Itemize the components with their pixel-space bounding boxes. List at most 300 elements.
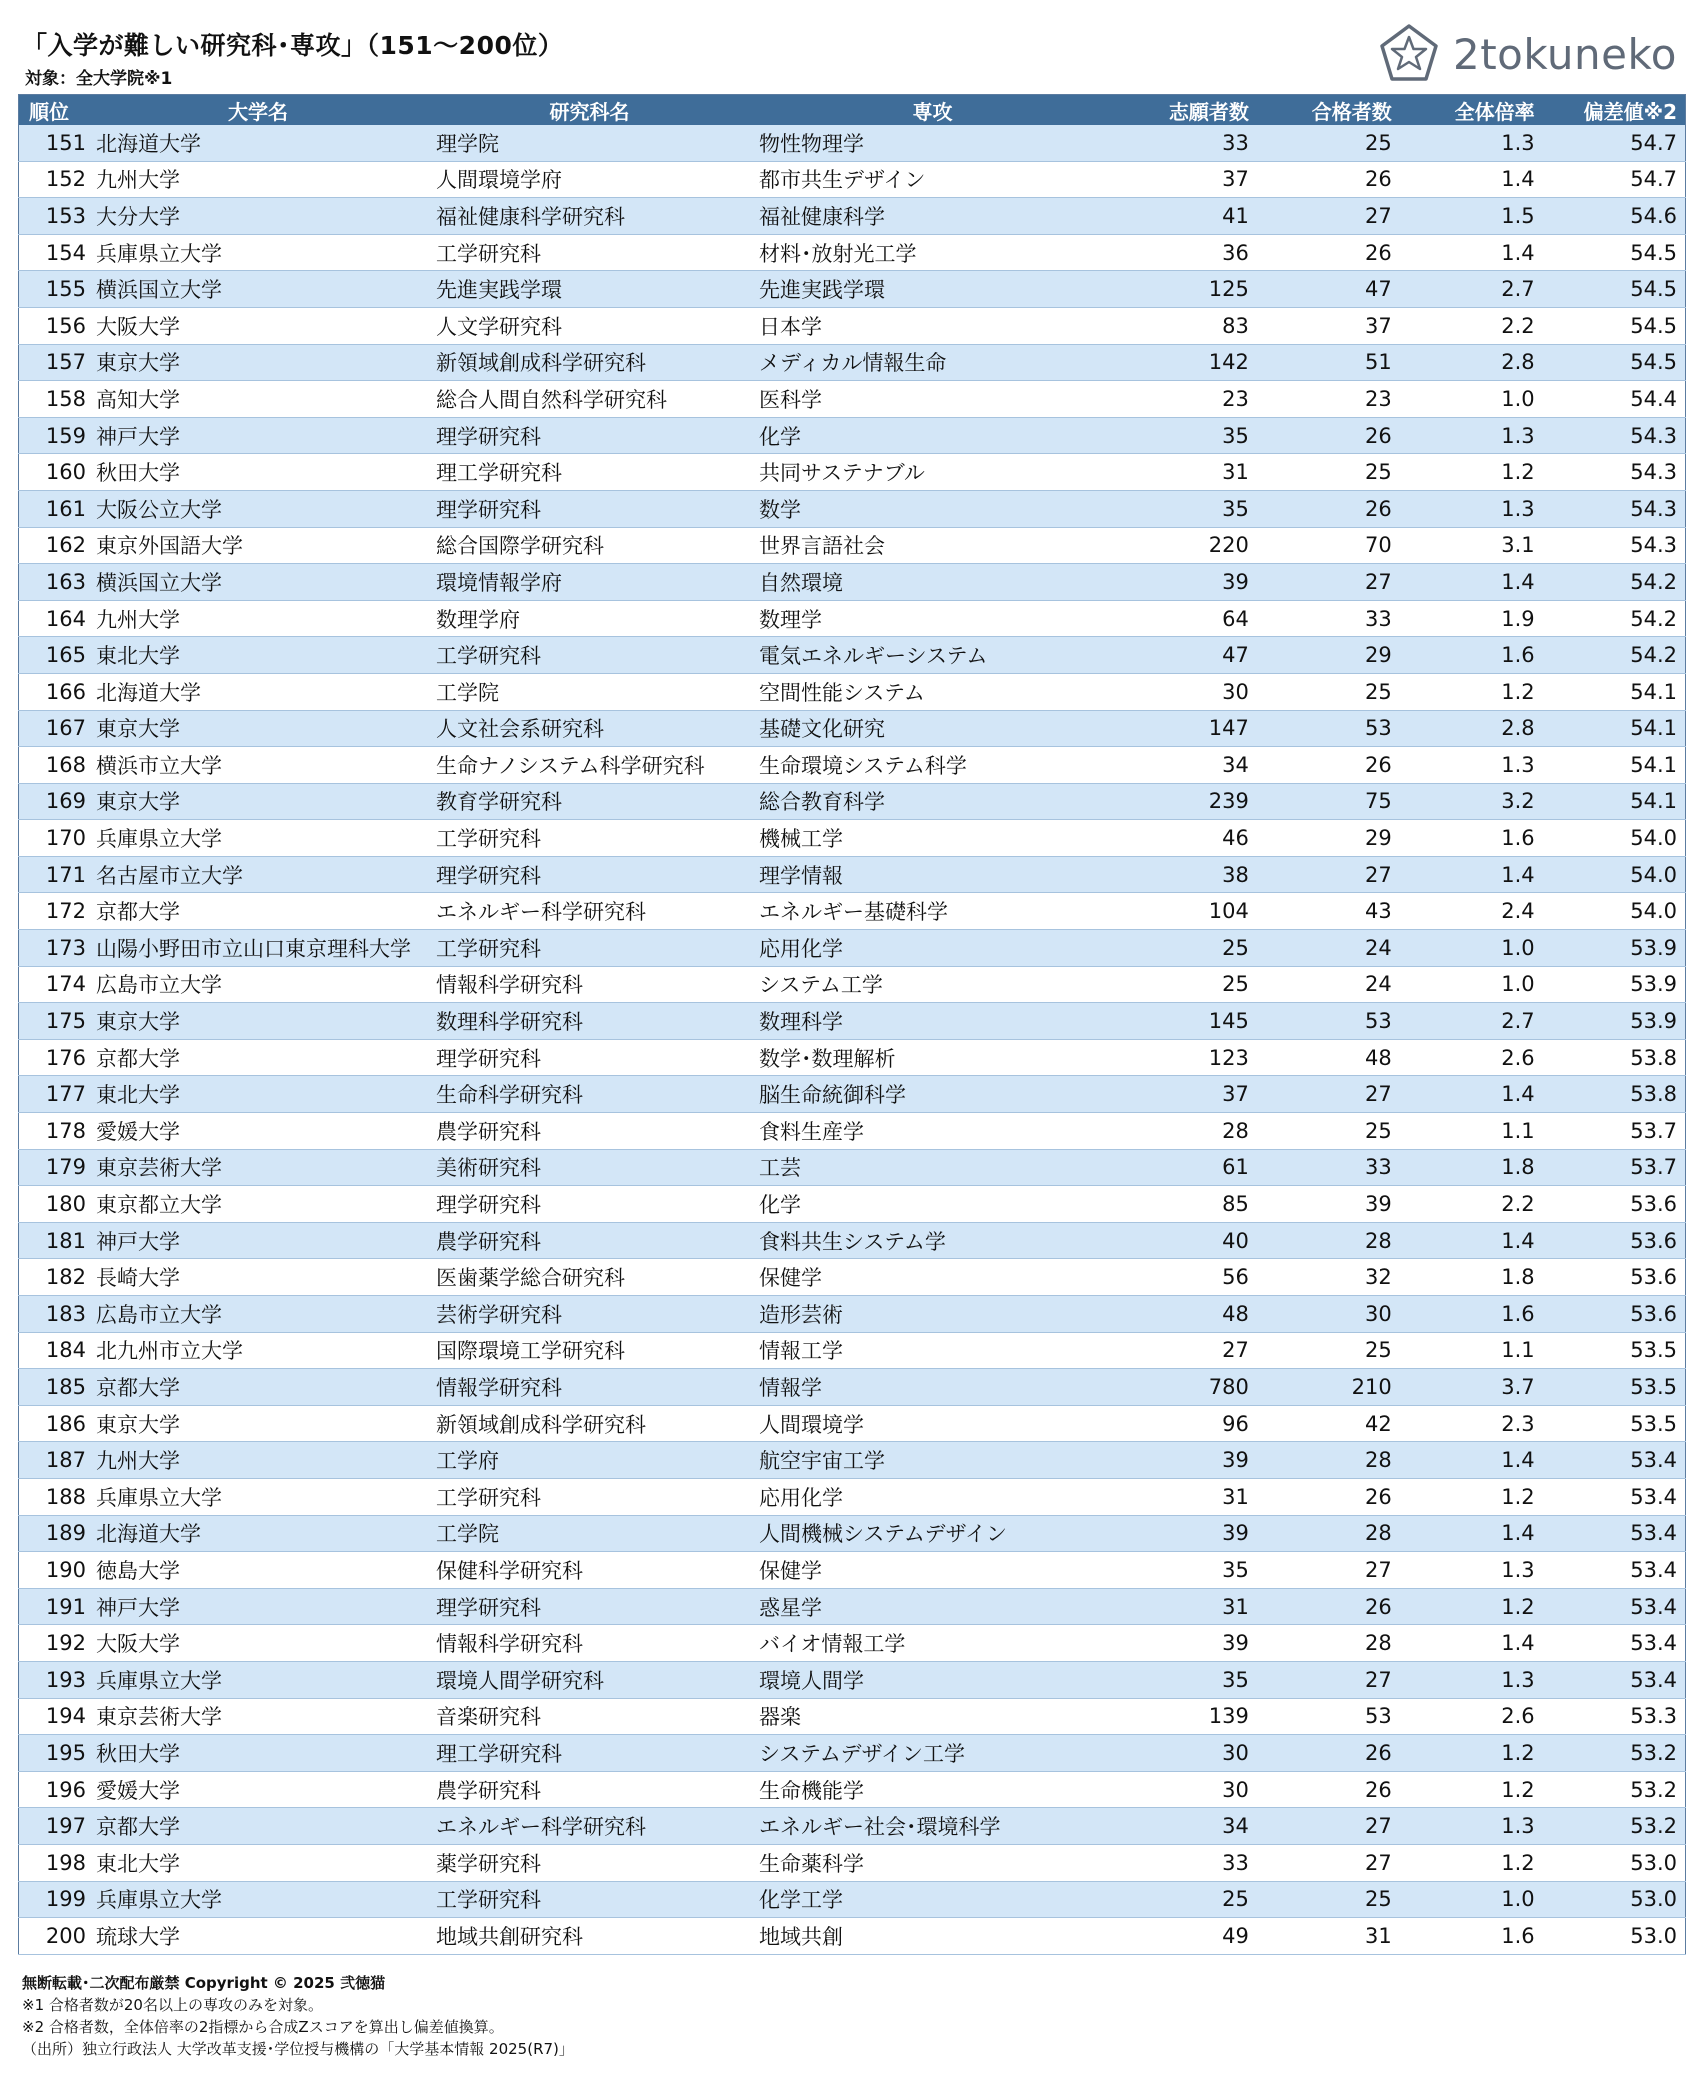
- cell-rank: 192: [19, 1625, 91, 1662]
- cell-applicants: 38: [1114, 856, 1257, 893]
- cell-graduate-school: 情報科学研究科: [428, 1625, 751, 1662]
- cell-accepted: 27: [1257, 1552, 1400, 1589]
- cell-accepted: 37: [1257, 307, 1400, 344]
- star-pentagon-icon: [1377, 22, 1441, 86]
- table-row: [19, 637, 1686, 674]
- cell-university: 琉球大学: [90, 1918, 428, 1955]
- cell-accepted: 26: [1257, 1588, 1400, 1625]
- table-row: [19, 161, 1686, 198]
- cell-major: 化学工学: [751, 1881, 1114, 1918]
- cell-university: 九州大学: [90, 1442, 428, 1479]
- cell-major: 人間機械システムデザイン: [751, 1515, 1114, 1552]
- cell-university: 東京大学: [90, 344, 428, 381]
- cell-major: バイオ情報工学: [751, 1625, 1114, 1662]
- cell-graduate-school: 新領域創成科学研究科: [428, 1405, 751, 1442]
- cell-university: 兵庫県立大学: [90, 1661, 428, 1698]
- cell-deviation: 54.2: [1543, 600, 1686, 637]
- cell-graduate-school: 薬学研究科: [428, 1844, 751, 1881]
- cell-graduate-school: 美術研究科: [428, 1149, 751, 1186]
- cell-accepted: 28: [1257, 1442, 1400, 1479]
- brand-logo: [1377, 18, 1677, 90]
- cell-applicants: 31: [1114, 1478, 1257, 1515]
- table-row: [19, 344, 1686, 381]
- cell-ratio: 1.0: [1400, 381, 1543, 418]
- cell-accepted: 27: [1257, 1808, 1400, 1845]
- cell-deviation: 54.0: [1543, 856, 1686, 893]
- cell-graduate-school: 情報科学研究科: [428, 966, 751, 1003]
- cell-university: 山陽小野田市立山口東京理科大学: [90, 930, 428, 967]
- cell-major: メディカル情報生命: [751, 344, 1114, 381]
- table-row: [19, 1113, 1686, 1150]
- cell-accepted: 29: [1257, 637, 1400, 674]
- cell-accepted: 25: [1257, 125, 1400, 161]
- cell-rank: 180: [19, 1186, 91, 1223]
- cell-graduate-school: 環境情報学府: [428, 564, 751, 601]
- cell-major: 空間性能システム: [751, 673, 1114, 710]
- cell-university: 東京芸術大学: [90, 1698, 428, 1735]
- cell-university: 北海道大学: [90, 1515, 428, 1552]
- cell-rank: 179: [19, 1149, 91, 1186]
- cell-university: 東京外国語大学: [90, 527, 428, 564]
- cell-applicants: 36: [1114, 234, 1257, 271]
- cell-university: 兵庫県立大学: [90, 234, 428, 271]
- cell-ratio: 1.9: [1400, 600, 1543, 637]
- table-row: [19, 234, 1686, 271]
- cell-rank: 181: [19, 1222, 91, 1259]
- cell-university: 東京芸術大学: [90, 1149, 428, 1186]
- cell-graduate-school: 理学研究科: [428, 1039, 751, 1076]
- cell-accepted: 51: [1257, 344, 1400, 381]
- cell-ratio: 2.8: [1400, 710, 1543, 747]
- cell-university: 東京大学: [90, 710, 428, 747]
- cell-accepted: 25: [1257, 454, 1400, 491]
- cell-university: 東北大学: [90, 1076, 428, 1113]
- cell-accepted: 25: [1257, 673, 1400, 710]
- cell-university: 北海道大学: [90, 125, 428, 161]
- cell-graduate-school: 農学研究科: [428, 1113, 751, 1150]
- table-row: [19, 673, 1686, 710]
- cell-rank: 152: [19, 161, 91, 198]
- cell-major: 物性物理学: [751, 125, 1114, 161]
- cell-deviation: 54.6: [1543, 198, 1686, 235]
- cell-graduate-school: 工学研究科: [428, 1478, 751, 1515]
- cell-major: 工芸: [751, 1149, 1114, 1186]
- cell-rank: 194: [19, 1698, 91, 1735]
- cell-deviation: 53.6: [1543, 1296, 1686, 1333]
- table-row: [19, 1332, 1686, 1369]
- cell-deviation: 54.0: [1543, 893, 1686, 930]
- table-row: [19, 1808, 1686, 1845]
- cell-rank: 200: [19, 1918, 91, 1955]
- cell-ratio: 2.2: [1400, 307, 1543, 344]
- cell-major: 機械工学: [751, 820, 1114, 857]
- cell-university: 広島市立大学: [90, 1296, 428, 1333]
- cell-accepted: 26: [1257, 417, 1400, 454]
- cell-accepted: 210: [1257, 1369, 1400, 1406]
- cell-rank: 156: [19, 307, 91, 344]
- cell-applicants: 61: [1114, 1149, 1257, 1186]
- cell-applicants: 48: [1114, 1296, 1257, 1333]
- cell-university: 神戸大学: [90, 1222, 428, 1259]
- cell-deviation: 54.4: [1543, 381, 1686, 418]
- cell-deviation: 53.8: [1543, 1076, 1686, 1113]
- cell-rank: 183: [19, 1296, 91, 1333]
- cell-rank: 168: [19, 747, 91, 784]
- cell-major: 医科学: [751, 381, 1114, 418]
- cell-major: 数学･数理解析: [751, 1039, 1114, 1076]
- cell-rank: 157: [19, 344, 91, 381]
- cell-applicants: 35: [1114, 1552, 1257, 1589]
- cell-ratio: 1.4: [1400, 1222, 1543, 1259]
- cell-accepted: 31: [1257, 1918, 1400, 1955]
- table-row: [19, 893, 1686, 930]
- cell-ratio: 1.6: [1400, 820, 1543, 857]
- table-row: [19, 966, 1686, 1003]
- cell-accepted: 27: [1257, 198, 1400, 235]
- cell-deviation: 53.4: [1543, 1625, 1686, 1662]
- cell-major: 航空宇宙工学: [751, 1442, 1114, 1479]
- cell-major: 数学: [751, 490, 1114, 527]
- cell-ratio: 2.2: [1400, 1186, 1543, 1223]
- cell-university: 横浜国立大学: [90, 271, 428, 308]
- cell-applicants: 47: [1114, 637, 1257, 674]
- table-body: [19, 125, 1686, 1954]
- cell-graduate-school: 人間環境学府: [428, 161, 751, 198]
- cell-deviation: 53.5: [1543, 1369, 1686, 1406]
- cell-major: 環境人間学: [751, 1661, 1114, 1698]
- cell-major: 生命機能学: [751, 1771, 1114, 1808]
- cell-graduate-school: 地域共創研究科: [428, 1918, 751, 1955]
- cell-graduate-school: 工学研究科: [428, 820, 751, 857]
- cell-deviation: 53.6: [1543, 1259, 1686, 1296]
- cell-applicants: 35: [1114, 490, 1257, 527]
- cell-rank: 160: [19, 454, 91, 491]
- cell-university: 高知大学: [90, 381, 428, 418]
- table-row: [19, 564, 1686, 601]
- cell-university: 神戸大学: [90, 417, 428, 454]
- cell-graduate-school: 工学府: [428, 1442, 751, 1479]
- cell-accepted: 27: [1257, 564, 1400, 601]
- table-row: [19, 1369, 1686, 1406]
- cell-rank: 196: [19, 1771, 91, 1808]
- cell-applicants: 145: [1114, 1003, 1257, 1040]
- table-row: [19, 1186, 1686, 1223]
- cell-major: 数理科学: [751, 1003, 1114, 1040]
- footer: [22, 1972, 574, 2060]
- cell-rank: 195: [19, 1735, 91, 1772]
- brand-name: 2tokuneko: [1452, 29, 1677, 79]
- cell-applicants: 40: [1114, 1222, 1257, 1259]
- cell-deviation: 54.1: [1543, 783, 1686, 820]
- cell-accepted: 27: [1257, 1844, 1400, 1881]
- cell-rank: 189: [19, 1515, 91, 1552]
- cell-graduate-school: 工学院: [428, 673, 751, 710]
- cell-deviation: 53.4: [1543, 1588, 1686, 1625]
- table-row: [19, 125, 1686, 161]
- cell-university: 京都大学: [90, 1369, 428, 1406]
- cell-deviation: 54.7: [1543, 161, 1686, 198]
- cell-graduate-school: 総合人間自然科学研究科: [428, 381, 751, 418]
- cell-graduate-school: 総合国際学研究科: [428, 527, 751, 564]
- cell-graduate-school: 人文学研究科: [428, 307, 751, 344]
- table-row: [19, 307, 1686, 344]
- cell-university: 広島市立大学: [90, 966, 428, 1003]
- cell-accepted: 26: [1257, 161, 1400, 198]
- table-row: [19, 1844, 1686, 1881]
- cell-major: 脳生命統御科学: [751, 1076, 1114, 1113]
- cell-deviation: 54.3: [1543, 527, 1686, 564]
- cell-deviation: 53.5: [1543, 1332, 1686, 1369]
- table-row: [19, 1222, 1686, 1259]
- cell-deviation: 54.2: [1543, 637, 1686, 674]
- cell-deviation: 53.4: [1543, 1515, 1686, 1552]
- cell-applicants: 33: [1114, 125, 1257, 161]
- cell-deviation: 53.4: [1543, 1552, 1686, 1589]
- cell-ratio: 1.1: [1400, 1332, 1543, 1369]
- cell-ratio: 3.1: [1400, 527, 1543, 564]
- cell-applicants: 30: [1114, 673, 1257, 710]
- cell-accepted: 27: [1257, 1661, 1400, 1698]
- cell-university: 東北大学: [90, 1844, 428, 1881]
- cell-rank: 172: [19, 893, 91, 930]
- table-row: [19, 1771, 1686, 1808]
- table-row: [19, 783, 1686, 820]
- cell-graduate-school: 福祉健康科学研究科: [428, 198, 751, 235]
- cell-deviation: 53.0: [1543, 1918, 1686, 1955]
- cell-university: 東京大学: [90, 1003, 428, 1040]
- cell-deviation: 54.3: [1543, 490, 1686, 527]
- cell-applicants: 220: [1114, 527, 1257, 564]
- page-subtitle: 対象：全大学院※1: [25, 69, 173, 89]
- cell-ratio: 1.2: [1400, 1478, 1543, 1515]
- cell-accepted: 23: [1257, 381, 1400, 418]
- table-row: [19, 1405, 1686, 1442]
- cell-applicants: 39: [1114, 1625, 1257, 1662]
- cell-ratio: 2.4: [1400, 893, 1543, 930]
- table-row: [19, 490, 1686, 527]
- cell-ratio: 1.4: [1400, 856, 1543, 893]
- cell-graduate-school: 音楽研究科: [428, 1698, 751, 1735]
- cell-accepted: 26: [1257, 1771, 1400, 1808]
- cell-ratio: 1.4: [1400, 161, 1543, 198]
- cell-rank: 187: [19, 1442, 91, 1479]
- cell-applicants: 85: [1114, 1186, 1257, 1223]
- cell-rank: 197: [19, 1808, 91, 1845]
- cell-accepted: 25: [1257, 1332, 1400, 1369]
- cell-applicants: 31: [1114, 454, 1257, 491]
- cell-accepted: 26: [1257, 490, 1400, 527]
- cell-major: 生命環境システム科学: [751, 747, 1114, 784]
- cell-rank: 170: [19, 820, 91, 857]
- cell-deviation: 53.9: [1543, 966, 1686, 1003]
- table-row: [19, 710, 1686, 747]
- cell-graduate-school: 理学研究科: [428, 490, 751, 527]
- cell-rank: 177: [19, 1076, 91, 1113]
- cell-rank: 178: [19, 1113, 91, 1150]
- cell-ratio: 1.3: [1400, 1661, 1543, 1698]
- cell-rank: 185: [19, 1369, 91, 1406]
- cell-applicants: 39: [1114, 1442, 1257, 1479]
- cell-university: 大阪大学: [90, 1625, 428, 1662]
- cell-deviation: 53.0: [1543, 1844, 1686, 1881]
- cell-applicants: 27: [1114, 1332, 1257, 1369]
- cell-applicants: 49: [1114, 1918, 1257, 1955]
- cell-ratio: 1.4: [1400, 1625, 1543, 1662]
- cell-applicants: 147: [1114, 710, 1257, 747]
- cell-accepted: 25: [1257, 1881, 1400, 1918]
- cell-university: 京都大学: [90, 1808, 428, 1845]
- cell-university: 名古屋市立大学: [90, 856, 428, 893]
- cell-applicants: 125: [1114, 271, 1257, 308]
- cell-applicants: 142: [1114, 344, 1257, 381]
- cell-graduate-school: 理学院: [428, 125, 751, 161]
- cell-graduate-school: 情報学研究科: [428, 1369, 751, 1406]
- cell-ratio: 1.2: [1400, 1588, 1543, 1625]
- cell-major: 人間環境学: [751, 1405, 1114, 1442]
- cell-ratio: 1.3: [1400, 1808, 1543, 1845]
- cell-applicants: 30: [1114, 1771, 1257, 1808]
- cell-university: 兵庫県立大学: [90, 820, 428, 857]
- cell-deviation: 53.9: [1543, 930, 1686, 967]
- cell-ratio: 1.5: [1400, 198, 1543, 235]
- cell-rank: 184: [19, 1332, 91, 1369]
- cell-deviation: 54.2: [1543, 564, 1686, 601]
- cell-accepted: 30: [1257, 1296, 1400, 1333]
- cell-graduate-school: エネルギー科学研究科: [428, 1808, 751, 1845]
- cell-university: 長崎大学: [90, 1259, 428, 1296]
- cell-applicants: 28: [1114, 1113, 1257, 1150]
- cell-rank: 190: [19, 1552, 91, 1589]
- cell-graduate-school: 理学研究科: [428, 856, 751, 893]
- cell-university: 東京大学: [90, 1405, 428, 1442]
- cell-ratio: 1.8: [1400, 1259, 1543, 1296]
- cell-applicants: 35: [1114, 1661, 1257, 1698]
- cell-university: 兵庫県立大学: [90, 1881, 428, 1918]
- cell-ratio: 1.6: [1400, 1296, 1543, 1333]
- cell-university: 九州大学: [90, 161, 428, 198]
- cell-accepted: 42: [1257, 1405, 1400, 1442]
- cell-graduate-school: 理学研究科: [428, 417, 751, 454]
- cell-ratio: 1.8: [1400, 1149, 1543, 1186]
- cell-university: 愛媛大学: [90, 1113, 428, 1150]
- cell-graduate-school: 教育学研究科: [428, 783, 751, 820]
- cell-major: エネルギー社会･環境科学: [751, 1808, 1114, 1845]
- cell-deviation: 53.4: [1543, 1661, 1686, 1698]
- cell-university: 兵庫県立大学: [90, 1478, 428, 1515]
- cell-graduate-school: 工学研究科: [428, 234, 751, 271]
- cell-accepted: 53: [1257, 710, 1400, 747]
- cell-accepted: 26: [1257, 1735, 1400, 1772]
- cell-graduate-school: 工学研究科: [428, 930, 751, 967]
- column-header-ratio: 全体倍率: [1400, 95, 1543, 126]
- cell-major: 情報学: [751, 1369, 1114, 1406]
- cell-accepted: 33: [1257, 600, 1400, 637]
- cell-university: 横浜国立大学: [90, 564, 428, 601]
- copyright-notice: 無断転載･二次配布厳禁 Copyright © 2025 弐徳猫: [22, 1974, 386, 1992]
- cell-rank: 182: [19, 1259, 91, 1296]
- cell-accepted: 28: [1257, 1222, 1400, 1259]
- column-header-rank: 順位: [19, 95, 91, 126]
- cell-deviation: 53.3: [1543, 1698, 1686, 1735]
- cell-rank: 171: [19, 856, 91, 893]
- table-row: [19, 417, 1686, 454]
- cell-major: 応用化学: [751, 1478, 1114, 1515]
- cell-rank: 163: [19, 564, 91, 601]
- cell-major: 保健学: [751, 1259, 1114, 1296]
- cell-deviation: 53.2: [1543, 1735, 1686, 1772]
- cell-deviation: 53.5: [1543, 1405, 1686, 1442]
- cell-university: 横浜市立大学: [90, 747, 428, 784]
- cell-accepted: 75: [1257, 783, 1400, 820]
- cell-accepted: 26: [1257, 1478, 1400, 1515]
- cell-university: 大阪公立大学: [90, 490, 428, 527]
- cell-graduate-school: 先進実践学環: [428, 271, 751, 308]
- column-header-university: 大学名: [90, 95, 428, 126]
- cell-ratio: 1.6: [1400, 1918, 1543, 1955]
- cell-applicants: 37: [1114, 161, 1257, 198]
- cell-applicants: 31: [1114, 1588, 1257, 1625]
- cell-graduate-school: エネルギー科学研究科: [428, 893, 751, 930]
- cell-accepted: 47: [1257, 271, 1400, 308]
- cell-deviation: 54.7: [1543, 125, 1686, 161]
- cell-deviation: 54.0: [1543, 820, 1686, 857]
- cell-ratio: 1.3: [1400, 1552, 1543, 1589]
- cell-deviation: 54.5: [1543, 307, 1686, 344]
- cell-graduate-school: 生命科学研究科: [428, 1076, 751, 1113]
- cell-ratio: 1.2: [1400, 454, 1543, 491]
- cell-accepted: 39: [1257, 1186, 1400, 1223]
- cell-deviation: 53.2: [1543, 1808, 1686, 1845]
- cell-ratio: 1.3: [1400, 747, 1543, 784]
- cell-rank: 174: [19, 966, 91, 1003]
- cell-deviation: 53.0: [1543, 1881, 1686, 1918]
- cell-major: 材料･放射光工学: [751, 234, 1114, 271]
- cell-major: 理学情報: [751, 856, 1114, 893]
- cell-applicants: 41: [1114, 198, 1257, 235]
- cell-major: 保健学: [751, 1552, 1114, 1589]
- cell-graduate-school: 芸術学研究科: [428, 1296, 751, 1333]
- footnote-2: ※2 合格者数，全体倍率の2指標から合成Zスコアを算出し偏差値換算。: [22, 2018, 504, 2036]
- table-row: [19, 1918, 1686, 1955]
- cell-deviation: 53.4: [1543, 1478, 1686, 1515]
- cell-rank: 173: [19, 930, 91, 967]
- table-row: [19, 1515, 1686, 1552]
- cell-applicants: 37: [1114, 1076, 1257, 1113]
- cell-applicants: 239: [1114, 783, 1257, 820]
- cell-graduate-school: 医歯薬学総合研究科: [428, 1259, 751, 1296]
- cell-university: 大分大学: [90, 198, 428, 235]
- cell-rank: 154: [19, 234, 91, 271]
- cell-major: 地域共創: [751, 1918, 1114, 1955]
- cell-graduate-school: 国際環境工学研究科: [428, 1332, 751, 1369]
- cell-accepted: 29: [1257, 820, 1400, 857]
- cell-applicants: 25: [1114, 1881, 1257, 1918]
- cell-graduate-school: 数理学府: [428, 600, 751, 637]
- cell-deviation: 54.5: [1543, 344, 1686, 381]
- cell-ratio: 1.4: [1400, 564, 1543, 601]
- source-note: （出所）独立行政法人 大学改革支援･学位授与機構の「大学基本情報 2025(R7)」: [22, 2040, 574, 2058]
- cell-major: 電気エネルギーシステム: [751, 637, 1114, 674]
- cell-applicants: 39: [1114, 1515, 1257, 1552]
- cell-rank: 165: [19, 637, 91, 674]
- cell-rank: 169: [19, 783, 91, 820]
- cell-university: 秋田大学: [90, 1735, 428, 1772]
- cell-applicants: 33: [1114, 1844, 1257, 1881]
- cell-ratio: 2.6: [1400, 1698, 1543, 1735]
- cell-university: 京都大学: [90, 893, 428, 930]
- cell-rank: 191: [19, 1588, 91, 1625]
- cell-major: 都市共生デザイン: [751, 161, 1114, 198]
